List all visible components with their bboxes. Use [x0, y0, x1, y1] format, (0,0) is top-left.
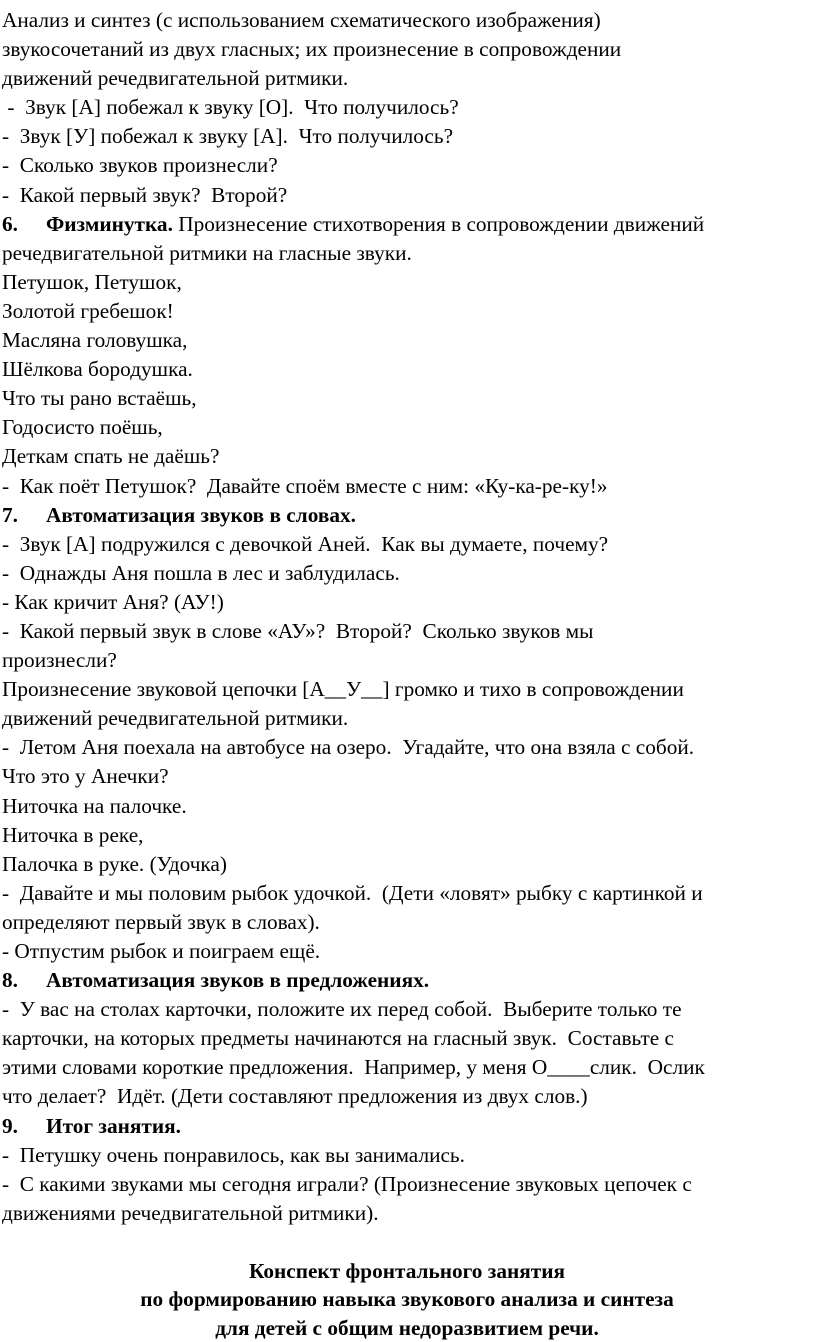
poem-line: Золотой гребешок!	[2, 298, 174, 323]
section-title: Физминутка.	[46, 211, 173, 236]
text-line: - Какой первый звук? Второй?	[2, 182, 288, 207]
text-line: - Однажды Аня пошла в лес и заблудилась.	[2, 560, 400, 585]
text-line: - Как кричит Аня? (АУ!)	[2, 589, 224, 614]
text-line: - Звук [А] побежал к звуку [О]. Что получилось?	[2, 95, 459, 120]
section-7	[2, 501, 812, 967]
summary-title-line: для детей с общим недоразвитием речи.	[215, 1315, 599, 1340]
summary-title-block	[2, 1257, 812, 1342]
text-line: произнесли?	[2, 648, 117, 673]
text-line: карточки, на которых предметы начинаются на гласный звук. Составьте с	[2, 1026, 674, 1051]
riddle-line: Ниточка в реке,	[2, 822, 144, 847]
text-line: Анализ и синтез (с использованием схематического изображения)	[2, 8, 601, 32]
poem-line: Деткам спать не даёшь?	[2, 444, 220, 469]
section-title: Автоматизация звуков в предложениях.	[46, 968, 430, 993]
section-number: 9.	[2, 1113, 18, 1138]
section-number: 6.	[2, 211, 18, 236]
text-line: Произнесение звуковой цепочки [А__У__] громко и тихо в сопровождении	[2, 677, 684, 702]
text-line: движений речедвигательной ритмики.	[2, 706, 349, 731]
text-line: движений речедвигательной ритмики.	[2, 66, 349, 91]
text-line: Что это у Анечки?	[2, 764, 169, 789]
text-line: - Летом Аня поехала на автобусе на озеро. Угадайте, что она взяла с собой.	[2, 735, 695, 760]
text-line: - Отпустим рыбок и поиграем ещё.	[2, 939, 321, 963]
text-line: этими словами короткие предложения. Например, у меня О____слик. Ослик	[2, 1055, 705, 1080]
section-6	[2, 210, 812, 501]
riddle-line: Ниточка на палочке.	[2, 793, 187, 818]
section-title-rest: Произнесение стихотворения в сопровождении движений	[172, 211, 705, 236]
text-line: - У вас на столах карточки, положите их перед собой. Выберите только те	[2, 997, 682, 1022]
text-line: звукосочетаний из двух гласных; их произнесение в сопровождении	[2, 37, 622, 62]
poem-line: Что ты рано встаёшь,	[2, 386, 197, 411]
poem-line: Годосисто поёшь,	[2, 415, 163, 440]
summary-title-line: Конспект фронтального занятия	[248, 1258, 566, 1283]
summary-title-line: по формированию навыка звукового анализа и синтеза	[140, 1287, 674, 1312]
poem-line: Петушок, Петушок,	[2, 269, 182, 294]
poem-line: Масляна головушка,	[2, 328, 188, 353]
text-line: - Звук [У] побежал к звуку [А]. Что получилось?	[2, 124, 454, 149]
text-line: - Давайте и мы половим рыбок удочкой. (Дети «ловят» рыбку с картинкой и	[2, 880, 703, 905]
text-line: - Петушку очень понравилось, как вы занимались.	[2, 1142, 465, 1167]
section-8	[2, 966, 812, 1111]
text-line: - Как поёт Петушок? Давайте споём вместе с ним: «Ку-ка-ре-ку!»	[2, 473, 608, 498]
section-number: 8.	[2, 968, 18, 993]
section-title: Автоматизация звуков в словах.	[46, 502, 356, 527]
section-number: 7.	[2, 502, 18, 527]
section-9-heading	[2, 1112, 812, 1141]
text-line: что делает? Идёт. (Дети составляют предложения из двух слов.)	[2, 1084, 588, 1109]
intro-block	[2, 6, 812, 210]
section-8-heading	[2, 966, 812, 995]
poem-line: Шёлкова бородушка.	[2, 357, 193, 382]
text-line: движениями речедвигательной ритмики).	[2, 1200, 379, 1225]
riddle-line: Палочка в руке. (Удочка)	[2, 851, 227, 876]
section-7-heading	[2, 501, 812, 530]
text-line: - Какой первый звук в слове «АУ»? Второй? Сколько звуков мы	[2, 618, 594, 643]
text-line: речедвигательной ритмики на гласные звуки.	[2, 240, 412, 265]
section-6-heading	[2, 210, 812, 239]
text-line: - Звук [А] подружился с девочкой Аней. Как вы думаете, почему?	[2, 531, 609, 556]
text-line: определяют первый звук в словах).	[2, 909, 320, 934]
text-line: - Сколько звуков произнесли?	[2, 153, 278, 178]
section-9	[2, 1112, 812, 1228]
text-line: - С какими звуками мы сегодня играли? (Произнесение звуковых цепочек с	[2, 1171, 692, 1196]
blank-line	[2, 1228, 812, 1257]
section-title: Итог занятия.	[46, 1113, 181, 1138]
